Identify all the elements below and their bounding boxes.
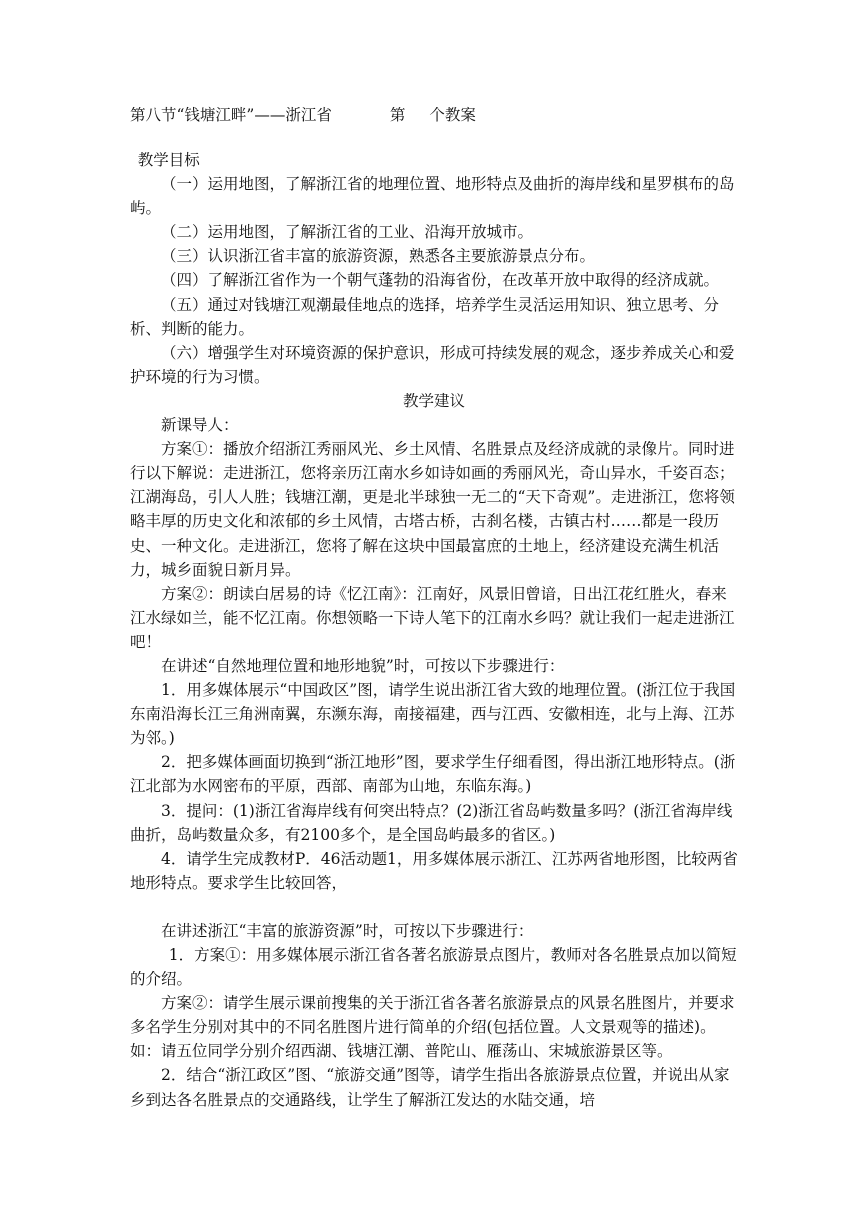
- plan-2-paragraph: 方案②：朗读白居易的诗《忆江南》：江南好，风景旧曾谙，日出江花红胜火，春来江水绿如兰，能不忆江南。你想领略一下诗人笔下的江南水乡吗？就让我们一起走进浙江吧！: [130, 584, 735, 651]
- title-section: 第八节“钱塘江畔”——浙江省: [130, 106, 332, 124]
- intro-label: 新课导人：: [161, 416, 239, 435]
- nature-step: 4．请学生完成教材P．46活动题1，用多媒体展示浙江、江苏两省地形图，比较两省地形特点。要求学生比较回答，: [130, 849, 738, 892]
- document-body: [130, 148, 738, 1112]
- nature-step: 3．提问：(1)浙江省海岸线有何突出特点？(2)浙江省岛屿数量多吗？(浙江省海岸线曲折，岛屿数量众多，有2100多个，是全国岛屿最多的省区。): [130, 801, 733, 844]
- goal-item: （三）认识浙江省丰富的旅游资源，熟悉各主要旅游景点分布。: [161, 247, 596, 266]
- plan-1-paragraph: 方案①：播放介绍浙江秀丽风光、乡土风情、名胜景点及经济成就的录像片。同时进行以下解说：走进浙江，您将亲历江南水乡如诗如画的秀丽风光，奇山异水，千姿百态；江湖海岛，引人人胜；钱塘江潮，更是北半球独一无二的“天下奇观”。走进浙江，您将领略丰厚的历史文化和浓郁的乡土风情，古塔古桥，古刹名楼，古镇古村……都是一段历史、一种文化。走进浙江，您将了解在这块中国最富庶的土地上，经济建设充满生机活力，城乡面貌日新月异。: [130, 440, 735, 579]
- document-title: [130, 104, 476, 126]
- tourism-plan-2: 方案②：请学生展示课前搜集的关于浙江省各著名旅游景点的风景名胜图片，并要求多名学生分别对其中的不同名胜图片进行简单的介绍(包括位置。人文景观等的描述)。如：请五位同学分别介绍西湖、钱塘江潮、普陀山、雁荡山、宋城旅游景区等。: [130, 994, 735, 1061]
- paragraph-gap: [130, 895, 738, 919]
- tourism-intro-paragraph: 在讲述浙江“丰富的旅游资源”时，可按以下步骤进行：: [161, 921, 534, 940]
- tourism-step: 2．结合“浙江政区”图、“旅游交通”图等，请学生指出各旅游景点位置，并说出从家乡到达各名胜景点的交通路线，让学生了解浙江发达的水陆交通，培: [130, 1066, 730, 1109]
- nature-step: 1．用多媒体展示“中国政区”图，请学生说出浙江省大致的地理位置。(浙江位于我国东南沿海长江三角洲南翼，东濒东海，南接福建，西与江西、安徽相连，北与上海、江苏为邻。): [130, 681, 736, 748]
- nature-step: 2．把多媒体画面切换到“浙江地形”图，要求学生仔细看图，得出浙江地形特点。(浙江北部为水网密布的平原，西部、南部为山地，东临东海。): [130, 753, 736, 796]
- goal-item: （六）增强学生对环境资源的保护意识，形成可持续发展的观念，逐步养成关心和爱护环境的行为习惯。: [130, 343, 735, 386]
- title-di: 第: [389, 106, 406, 124]
- suggestions-heading: 教学建议: [402, 391, 465, 410]
- title-ge: 个教案: [429, 106, 476, 124]
- nature-intro-paragraph: 在讲述“自然地理位置和地形地貌”时，可按以下步骤进行：: [161, 656, 565, 675]
- goal-item: （二）运用地图，了解浙江省的工业、沿海开放城市。: [161, 223, 534, 242]
- goals-heading: 教学目标: [137, 151, 200, 169]
- goal-item: （五）通过对钱塘江观潮最佳地点的选择，培养学生灵活运用知识、独立思考、分析、判断的能力。: [130, 295, 720, 338]
- goal-item: （一）运用地图，了解浙江省的地理位置、地形特点及曲折的海岸线和星罗棋布的岛屿。: [130, 175, 735, 218]
- tourism-step: 1．方案①：用多媒体展示浙江省各著名旅游景点图片，教师对各名胜景点加以简短的介绍。: [130, 946, 737, 989]
- goal-item: （四）了解浙江省作为一个朝气蓬勃的沿海省份，在改革开放中取得的经济成就。: [161, 271, 720, 290]
